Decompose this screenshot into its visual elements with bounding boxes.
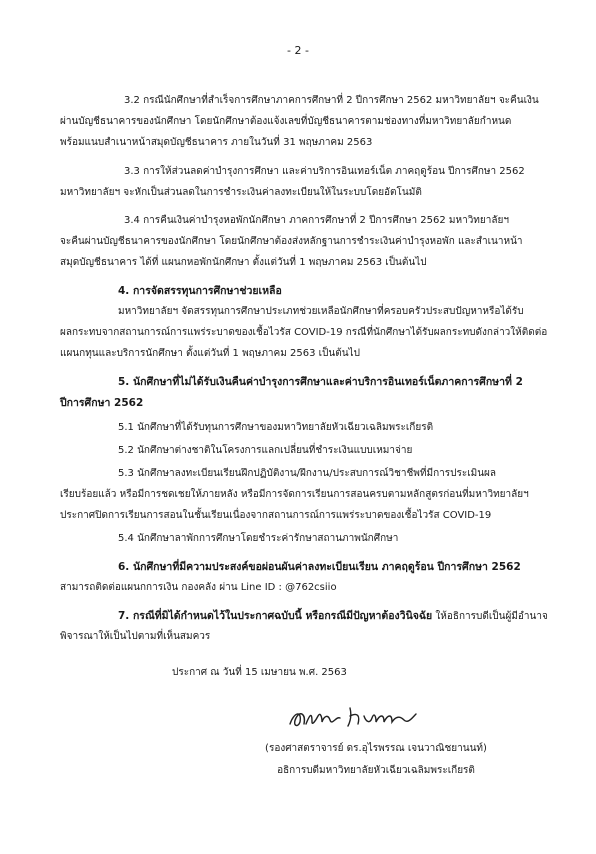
section-5-heading: 5. นักศึกษาที่ไม่ได้รับเงินคืนค่าบำรุงการศึกษาและค่าบริการอินเทอร์เน็ตภาคการศึกษาที่ 2 [118,376,523,388]
section-6-line: สามารถติดต่อแผนกการเงิน กองคลัง ผ่าน Line ID : @762csiio [60,582,337,593]
item-5-2: 5.2 นักศึกษาต่างชาติในโครงการแลกเปลี่ยนที่ชำระเงินแบบเหมาจ่าย [118,445,413,456]
item-5-4: 5.4 นักศึกษาลาพักการศึกษาโดยชำระค่ารักษาสถานภาพนักศึกษา [118,533,399,544]
section-6-heading: 6. นักศึกษาที่มีความประสงค์ขอผ่อนผันค่าลงทะเบียนเรียน ภาคฤดูร้อน ปีการศึกษา 2562 [118,561,521,573]
section-7-rest: ให้อธิการบดีเป็นผู้มีอำนาจ [432,611,548,622]
signer-name: (รองศาสตราจารย์ ดร.อุไรพรรณ เจนวาณิชยานนท์) [265,743,487,754]
item-5-3-line-2: เรียบร้อยแล้ว หรือมีการชดเชยให้ภายหลัง หรือมีการจัดการเรียนการสอนครบตามหลักสูตรก่อนที่มหาวิทยาลัยฯ [60,489,529,500]
section-4-heading: 4. การจัดสรรทุนการศึกษาช่วยเหลือ [118,285,282,297]
announce-date: ประกาศ ณ วันที่ 15 เมษายน พ.ศ. 2563 [172,667,347,678]
para-3-3-line-1: 3.3 การให้ส่วนลดค่าบำรุงการศึกษา และค่าบริการอินเทอร์เน็ต ภาคฤดูร้อน ปีการศึกษา 2562 [124,166,525,177]
item-5-1: 5.1 นักศึกษาที่ได้รับทุนการศึกษาของมหาวิทยาลัยหัวเฉียวเฉลิมพระเกียรติ [118,422,434,433]
section-4-line-3: แผนกทุนและบริการนักศึกษา ตั้งแต่วันที่ 1 พฤษภาคม 2563 เป็นต้นไป [60,348,360,359]
section-4-line-1: มหาวิทยาลัยฯ จัดสรรทุนการศึกษาประเภทช่วยเหลือนักศึกษาที่ครอบครัวประสบปัญหาหรือได้รับ [118,306,524,317]
page-number: - 2 - [287,44,309,57]
section-7-line-1 [118,609,548,624]
para-3-3-line-2: มหาวิทยาลัยฯ จะหักเป็นส่วนลดในการชำระเงินค่าลงทะเบียนให้ในระบบโดยอัตโนมัติ [60,187,422,198]
para-3-2-line-2: ผ่านบัญชีธนาคารของนักศึกษา โดยนักศึกษาต้องแจ้งเลขที่บัญชีธนาคารตามช่องทางที่มหาวิทยาลัยกำหนด [60,116,512,127]
section-5-heading-cont: ปีการศึกษา 2562 [60,397,144,409]
para-3-4-line-3: สมุดบัญชีธนาคาร ได้ที่ แผนกหอพักนักศึกษา ตั้งแต่วันที่ 1 พฤษภาคม 2563 เป็นต้นไป [60,257,427,268]
para-3-2-line-3: พร้อมแนบสำเนาหน้าสมุดบัญชีธนาคาร ภายในวันที่ 31 พฤษภาคม 2563 [60,137,373,148]
item-5-3-line-1: 5.3 นักศึกษาลงทะเบียนเรียนฝึกปฏิบัติงาน/ฝึกงาน/ประสบการณ์วิชาชีพที่มีการประเมินผล [118,468,497,479]
para-3-2-line-1: 3.2 กรณีนักศึกษาที่สำเร็จการศึกษาภาคการศึกษาที่ 2 ปีการศึกษา 2562 มหาวิทยาลัยฯ จะคืนเงิน [124,95,539,106]
para-3-4-line-2: จะคืนผ่านบัญชีธนาคารของนักศึกษา โดยนักศึกษาต้องส่งหลักฐานการชำระเงินค่าบำรุงหอพัก และสำเนาหน้า [60,236,523,247]
signature [288,702,438,732]
section-4-line-2: ผลกระทบจากสถานการณ์การแพร่ระบาดของเชื้อไวรัส COVID-19 กรณีที่นักศึกษาได้รับผลกระทบดังกล่าวให้ติดต่อ [60,327,548,338]
section-7-line-2: พิจารณาให้เป็นไปตามที่เห็นสมควร [60,631,211,642]
signer-title: อธิการบดีมหาวิทยาลัยหัวเฉียวเฉลิมพระเกียรติ [277,765,475,776]
section-7-bold: 7. กรณีที่มิได้กำหนดไว้ในประกาศฉบับนี้ หรือกรณีมีปัญหาต้องวินิจฉัย [118,610,433,622]
para-3-4-line-1: 3.4 การคืนเงินค่าบำรุงหอพักนักศึกษา ภาคการศึกษาที่ 2 ปีการศึกษา 2562 มหาวิทยาลัยฯ [124,215,509,226]
item-5-3-line-3: ประกาศปิดการเรียนการสอนในชั้นเรียนเนื่องจากสถานการณ์การแพร่ระบาดของเชื้อไวรัส COVID-19 [60,510,492,521]
